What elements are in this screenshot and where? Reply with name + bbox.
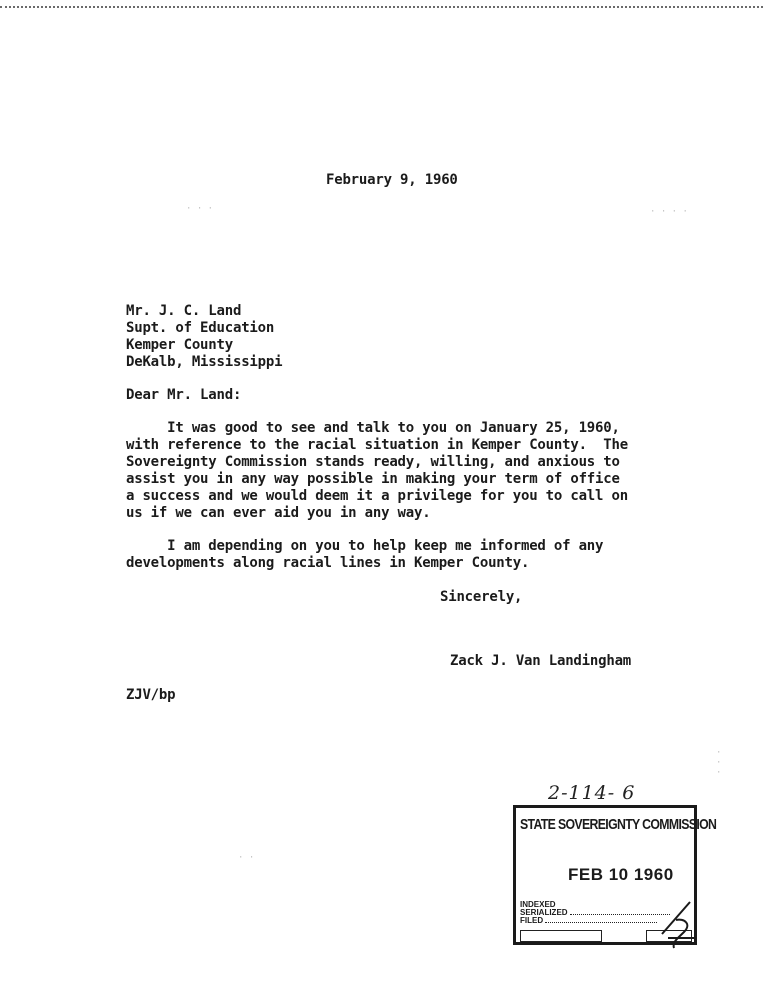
address-line-1: Mr. J. C. Land: [126, 303, 242, 319]
paragraph-1-line-3: Sovereignty Commission stands ready, willing, and anxious to: [126, 454, 620, 470]
paragraph-1-line-4: assist you in any way possible in making your term of office: [126, 471, 620, 487]
letter-date: February 9, 1960: [326, 172, 458, 188]
paragraph-1-line-6: us if we can ever aid you in any way.: [126, 505, 431, 521]
paragraph-1-line-1: It was good to see and talk to you on January 25, 1960,: [126, 420, 620, 436]
stamp-row-label: INDEXED: [520, 900, 556, 909]
paragraph-1-line-5: a success and we would deem it a privilege for you to call on: [126, 488, 628, 504]
scan-speck: · · ·: [186, 204, 214, 214]
scan-speck: · · ·: [716, 748, 722, 778]
paragraph-1-line-2: with reference to the racial situation in Kemper County. The: [126, 437, 628, 453]
stamp-row-filed: [520, 917, 657, 925]
stamp-row-label: FILED: [520, 916, 544, 925]
closing: Sincerely,: [440, 589, 523, 605]
stamp-date: FEB 10 1960: [568, 865, 674, 884]
address-line-4: DeKalb, Mississippi: [126, 354, 283, 370]
signer-name: Zack J. Van Landingham: [450, 653, 632, 669]
handwritten-initials-mark: [654, 894, 698, 950]
stamp-dotted-line: [545, 922, 657, 923]
stamp-box-left: [520, 930, 602, 942]
scan-speck: · · · ·: [650, 207, 688, 217]
typist-initials: ZJV/bp: [126, 687, 176, 703]
paragraph-2-line-1: I am depending on you to help keep me informed of any: [126, 538, 604, 554]
scan-speck: · ·: [238, 853, 255, 863]
stamp-title: STATE SOVEREIGNTY COMMISSION: [520, 816, 717, 833]
stamp-row-label: SERIALIZED: [520, 908, 568, 917]
address-line-3: Kemper County: [126, 337, 233, 353]
page-top-edge: [0, 0, 763, 8]
paragraph-2-line-2: developments along racial lines in Kemper County.: [126, 555, 530, 571]
received-stamp: [513, 805, 717, 945]
address-line-2: Supt. of Education: [126, 320, 275, 336]
salutation: Dear Mr. Land:: [126, 387, 242, 403]
handwritten-file-number: 2-114- 6: [548, 782, 636, 804]
